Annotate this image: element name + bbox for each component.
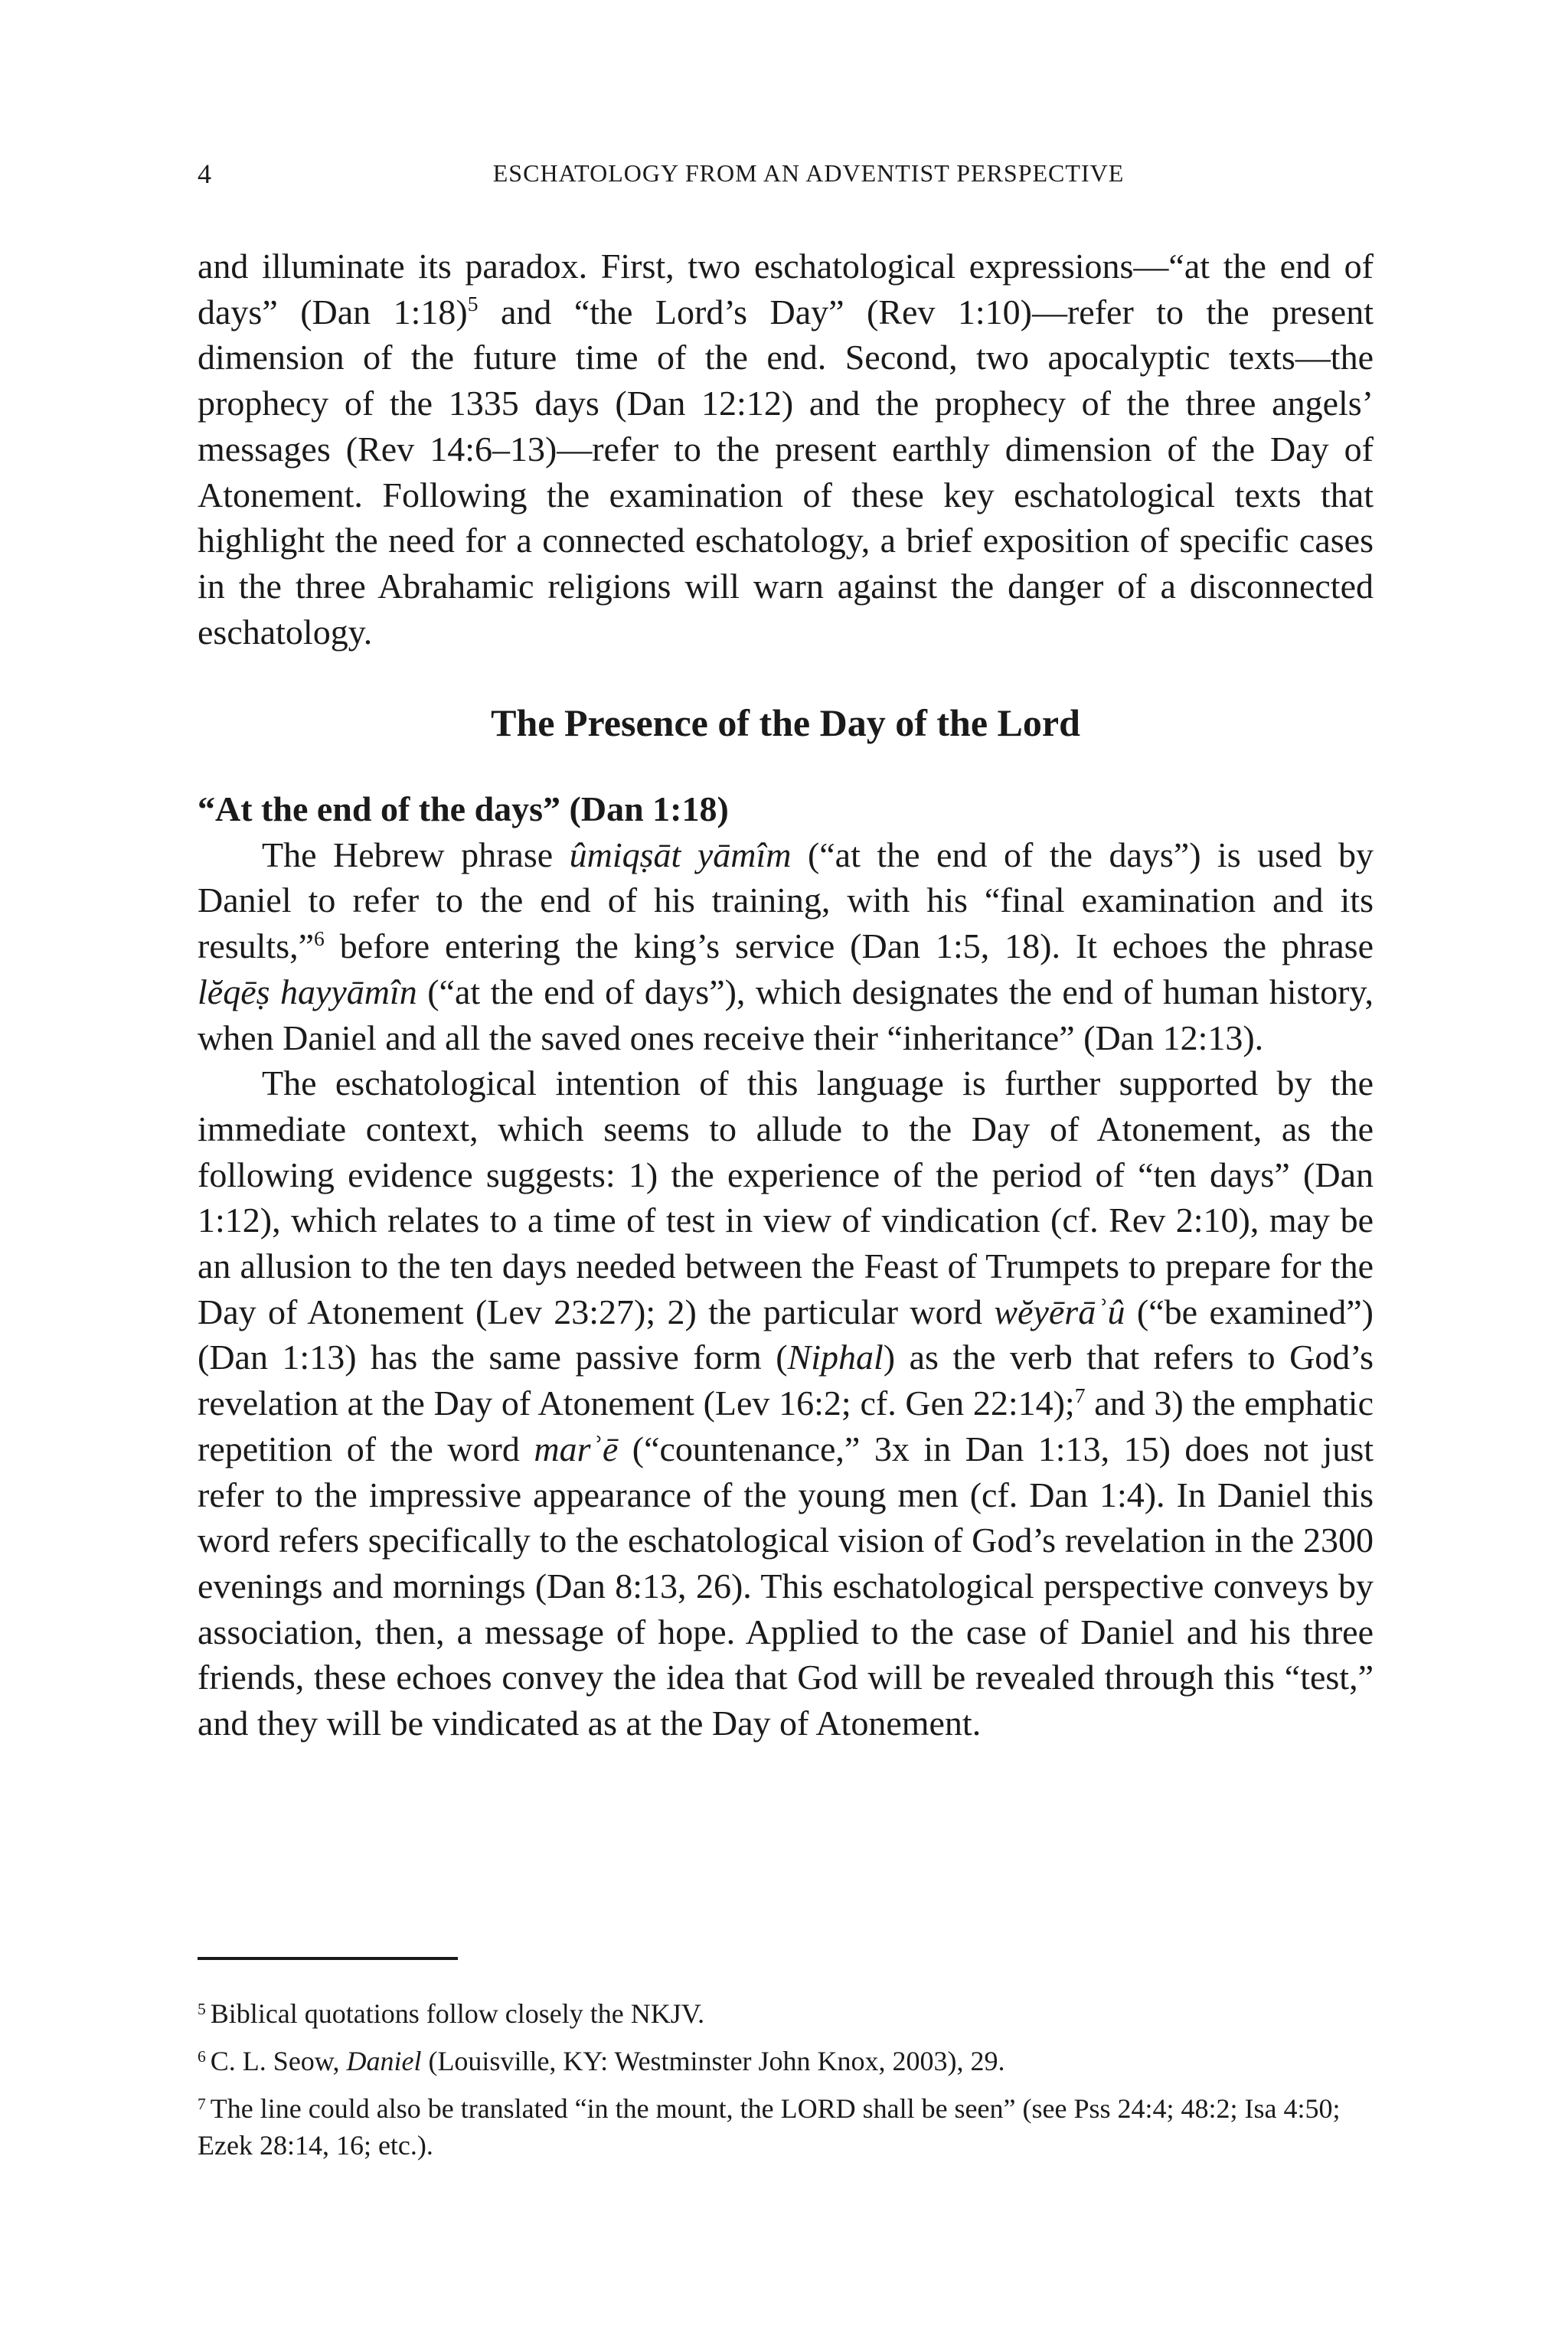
footnote-divider: [198, 1957, 458, 1960]
book-page: [198, 0, 1374, 2352]
intro-paragraph: and illuminate its paradox. First, two eschatological expressions—“at the end of days” (Dan 1:18)$^5$ and “the Lord’s Day” (Rev 1:10)—refer to the present dimension of the future time of the end. Second, two apocalyptic texts—the prophecy of the 1335 days (Dan 12:12) and the prophecy of the three angels’ messages (Rev 14:6–13)—refer to the present earthly dimension of the Day of Atonement. Following the examination of these key eschatological texts that highlight the need for a connected eschatology, a brief exposition of specific cases in the three Abrahamic religions will warn against the danger of a disconnected eschatology.: [198, 247, 1374, 652]
page-number: 4: [198, 158, 212, 189]
footnote-ref-5[interactable]: 5: [467, 292, 479, 316]
section-heading: The Presence of the Day of the Lord: [491, 701, 1080, 745]
footnote-6: $^6$ C. L. Seow, Daniel (Louisville, KY: Westminster John Knox, 2003), 29.: [198, 2046, 1005, 2076]
footnote-ref-6[interactable]: 6: [314, 926, 325, 950]
footnote-ref-7[interactable]: 7: [1074, 1383, 1086, 1407]
running-header: [198, 158, 1374, 196]
footnotes: [198, 1995, 1374, 2174]
footnote-7: $^7$ The line could also be translated “in the mount, the LORD shall be seen” (see Pss 24:4; 48:2; Isa 4:50; Ezek 28:14, 16; etc.).: [198, 2093, 1341, 2161]
footnote-5: $^5$ Biblical quotations follow closely the NKJV.: [198, 1998, 705, 2029]
running-title: ESCHATOLOGY FROM AN ADVENTIST PERSPECTIVE: [492, 159, 1125, 187]
paragraph-1: The Hebrew phrase ûmiqṣāt yāmîm (“at the end of the days”) is used by Daniel to refer to the end of his training, with his “final examination and its results,”$^6$ before entering the king’s service (Dan 1:5, 18). It echoes the phrase lĕqēṣ hayyāmîn (“at the end of days”), which designates the end of human history, when Daniel and all the saved ones receive their “inheritance” (Dan 12:13).: [198, 835, 1374, 1057]
paragraph-2: The eschatological intention of this language is further supported by the immediate context, which seems to allude to the Day of Atonement, as the following evidence suggests: 1) the experience of the period of “ten days” (Dan 1:12), which relates to a time of test in view of vindication (cf. Rev 2:10), may be an allusion to the ten days needed between the Feast of Trumpets to prepare for the Day of Atonement (Lev 23:27); 2) the particular word wĕyērāʾû (“be examined”) (Dan 1:13) has the same passive form (Niphal) as the verb that refers to God’s revelation at the Day of Atonement (Lev 16:2; cf. Gen 22:14);$^7$ and 3) the emphatic repetition of the word marʾē (“countenance,” 3x in Dan 1:13, 15) does not just refer to the impressive appearance of the young men (cf. Dan 1:4). In Daniel this word refers specifically to the eschatological vision of God’s revelation in the 2300 evenings and mornings (Dan 8:13, 26). This eschatological perspective conveys by association, then, a message of hope. Applied to the case of Daniel and his three friends, these echoes convey the idea that God will be revealed through this “test,” and they will be vindicated as at the Day of Atonement.: [198, 1063, 1374, 1743]
subsection-heading: “At the end of the days” (Dan 1:18): [198, 789, 729, 829]
main-text: [198, 243, 1374, 1746]
